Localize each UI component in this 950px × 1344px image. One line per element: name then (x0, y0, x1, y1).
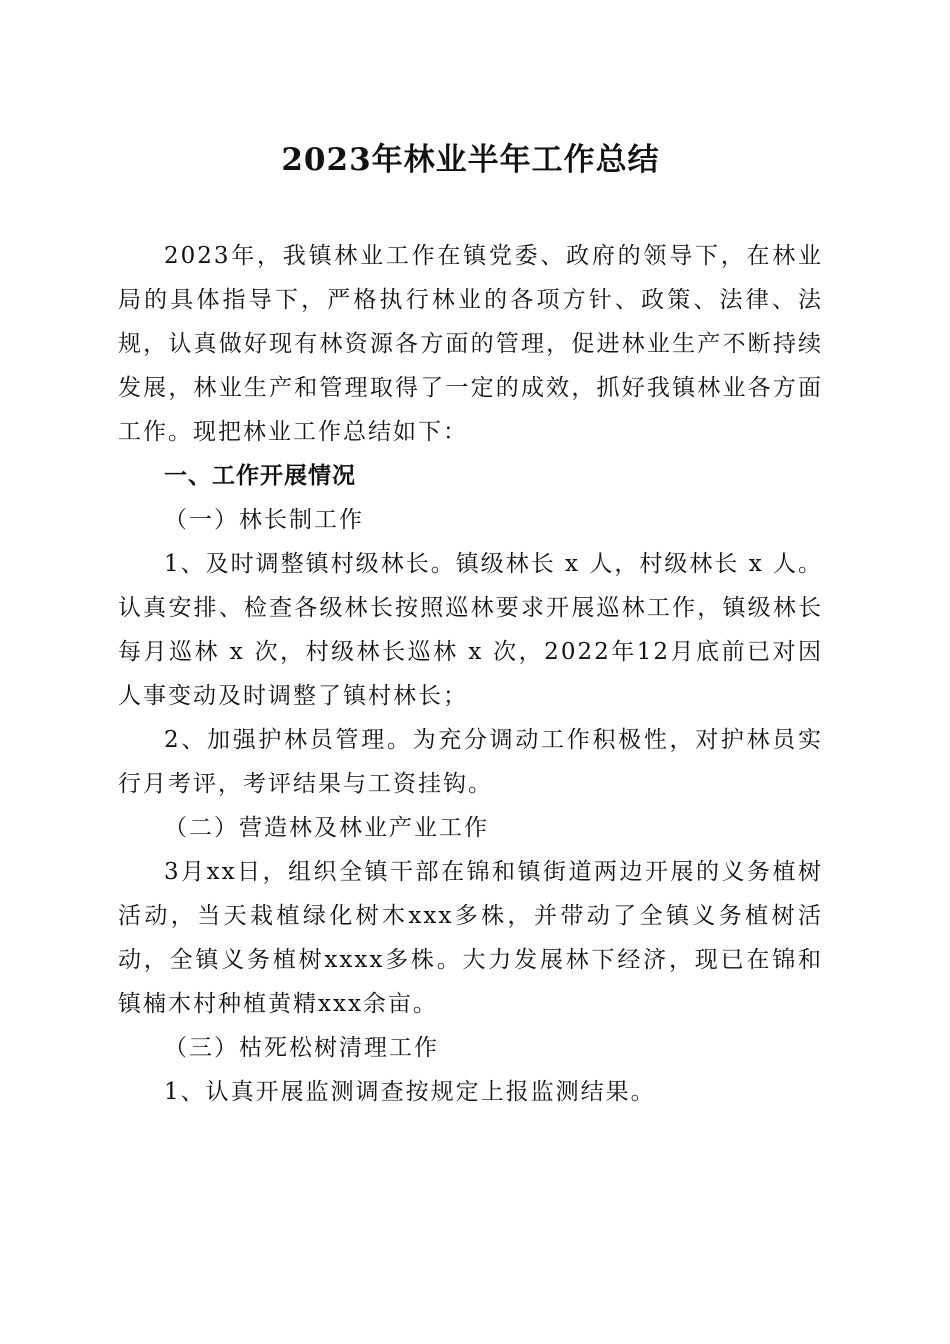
section-heading-work-status: 一、工作开展情况 (164, 463, 356, 489)
subsection-heading-afforestation: （二）营造林及林业产业工作 (164, 815, 489, 841)
document-page (118, 138, 823, 1114)
paragraph-monitoring: 1、认真开展监测调查按规定上报监测结果。 (164, 1079, 656, 1105)
intro-paragraph: 2023年，我镇林业工作在镇党委、政府的领导下，在林业局的具体指导下，严格执行林业的各项方针、政策、法律、法规，认真做好现有林资源各方面的管理，促进林业生产不断持续发展，林业生产和管理取得了一定的成效，抓好我镇林业各方面工作。现把林业工作总结如下： (118, 243, 823, 445)
subsection-heading-forest-chief: （一）林长制工作 (164, 507, 364, 533)
document-title: 2023年林业半年工作总结 (281, 142, 660, 178)
subsection-heading-dead-pine-cleanup: （三）枯死松树清理工作 (164, 1035, 439, 1061)
paragraph-tree-planting: 3月xx日，组织全镇干部在锦和镇街道两边开展的义务植树活动，当天栽植绿化树木xxx多株，并带动了全镇义务植树活动，全镇义务植树xxxx多株。大力发展林下经济，现已在锦和镇楠木村种植黄精xxx余亩。 (118, 859, 823, 1017)
paragraph-ranger-management: 2、加强护林员管理。为充分调动工作积极性，对护林员实行月考评，考评结果与工资挂钩。 (118, 727, 823, 797)
paragraph-adjust-forest-chiefs: 1、及时调整镇村级林长。镇级林长 x 人，村级林长 x 人。认真安排、检查各级林长按照巡林要求开展巡林工作，镇级林长每月巡林 x 次，村级林长巡林 x 次，2022年12月底前已对因人事变动及时调整了镇村林长； (118, 551, 823, 709)
